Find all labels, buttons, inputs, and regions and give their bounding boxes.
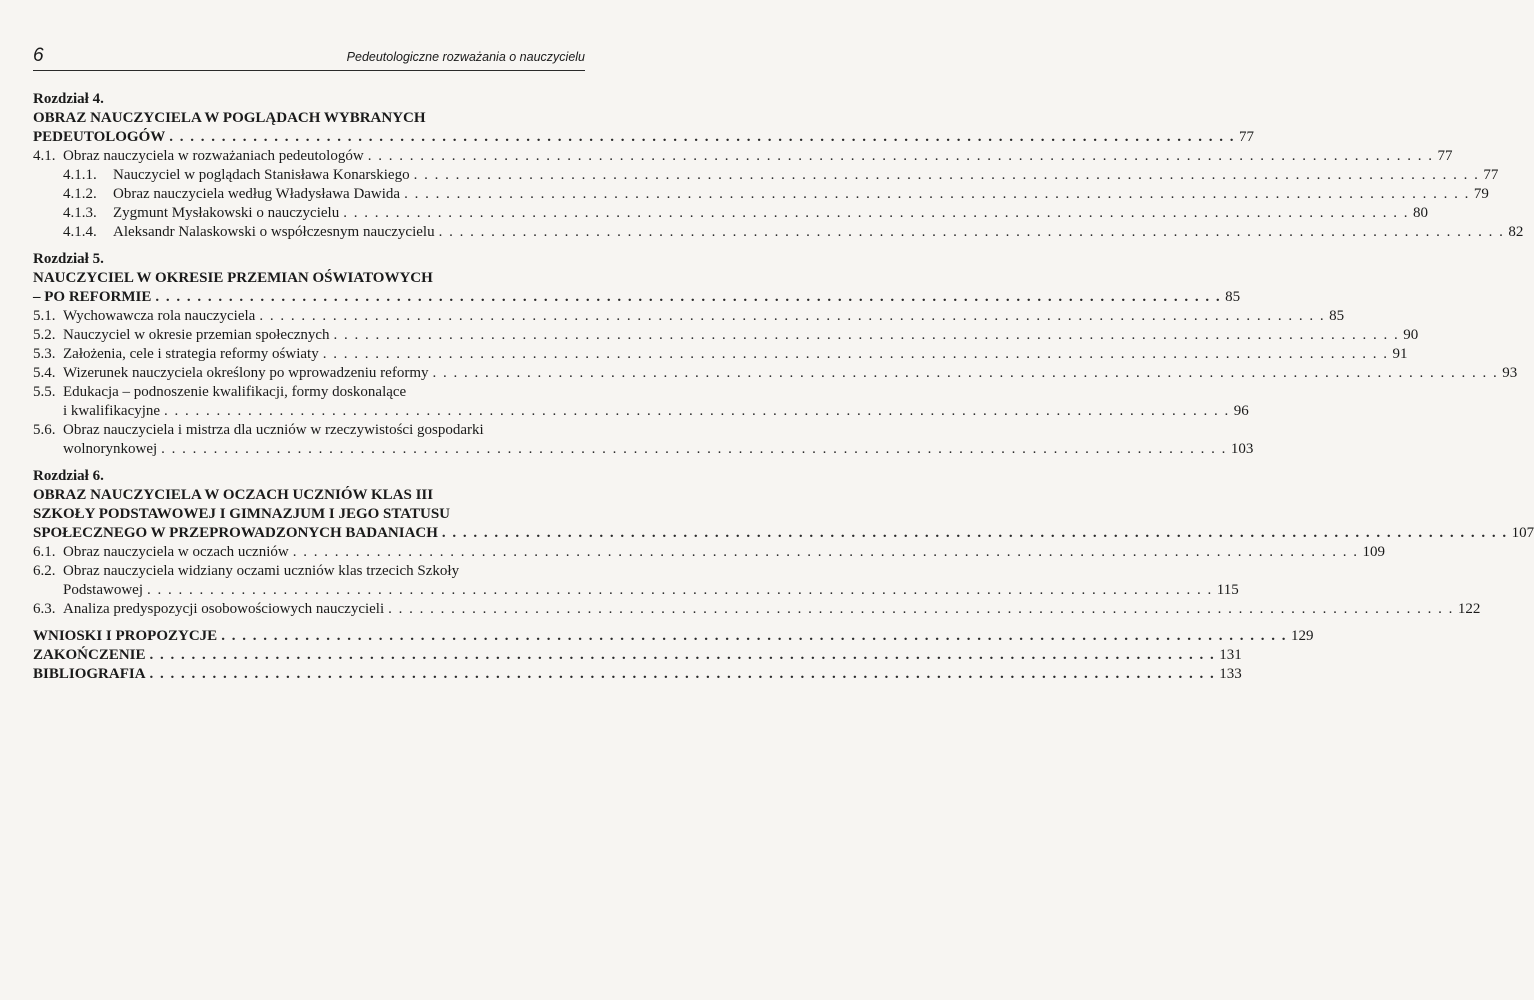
page-ref: 131 — [1219, 647, 1242, 663]
toc-entry: 5.1. Wychowawcza rola nauczyciela . . . 85 — [33, 307, 585, 326]
toc-entry: 5.3. Założenia, cele i strategia reformy oświaty . . . 91 — [33, 345, 585, 364]
toc-entry: 4.1. Obraz nauczyciela w rozważaniach pedeutologów . . . 77 — [33, 147, 585, 166]
page-ref: 77 — [1483, 167, 1499, 183]
page-ref: 91 — [1392, 346, 1408, 362]
chapter-5-label: Rozdział 5. — [33, 251, 104, 267]
page-ref: 129 — [1290, 628, 1314, 644]
toc-entry: 6.2. Obraz nauczyciela widziany oczami uczniów klas trzecich Szkoły — [33, 563, 460, 579]
page-ref: 93 — [1502, 365, 1518, 381]
chapter-4-title: OBRAZ NAUCZYCIELA W POGLĄDACH WYBRANYCH — [33, 110, 426, 126]
page-ref: 85 — [1329, 308, 1345, 324]
toc-entry: 6.1. Obraz nauczyciela w oczach uczniów . . . 109 — [33, 543, 585, 562]
page-header — [33, 46, 585, 68]
chapter-4-title-end: PEDEUTOLOGÓW . . . 77 — [33, 128, 585, 147]
toc-entry: 5.6. Obraz nauczyciela i mistrza dla uczniów w rzeczywistości gospodarki — [33, 422, 484, 438]
toc-ending: ZAKOŃCZENIE . . . 131 — [33, 646, 585, 665]
toc-entry: 5.4. Wizerunek nauczyciela określony po wprowadzeniu reformy . . . 93 — [33, 364, 585, 383]
running-head: Pedeutologiczne rozważania o nauczycielu — [346, 50, 585, 64]
chapter-6-label: Rozdział 6. — [33, 468, 104, 484]
page-ref: 109 — [1362, 544, 1385, 560]
toc-entry: 4.1.2. Obraz nauczyciela według Władysława Dawida . . . 79 — [33, 185, 585, 204]
page-ref: 85 — [1225, 289, 1241, 305]
chapter-6-title: OBRAZ NAUCZYCIELA W OCZACH UCZNIÓW KLAS III — [33, 487, 434, 503]
page-ref: 107 — [1511, 525, 1534, 541]
page-ref: 77 — [1437, 148, 1453, 164]
page-ref: 82 — [1508, 224, 1524, 240]
toc-entry: 4.1.3. Zygmunt Mysłakowski o nauczycielu . . . 80 — [33, 204, 585, 223]
toc-entry: 4.1.1. Nauczyciel w poglądach Stanisława Konarskiego . . . 77 — [33, 166, 585, 185]
page-ref: 115 — [1216, 582, 1239, 598]
toc-entry: 5.5. Edukacja – podnoszenie kwalifikacji, formy doskonalące — [33, 384, 407, 400]
toc-entry-continuation: wolnorynkowej . . . 103 — [33, 440, 585, 459]
page-ref: 77 — [1239, 129, 1254, 145]
header-rule — [33, 70, 585, 71]
page-number: 6 — [33, 45, 44, 66]
toc-entry: 5.2. Nauczyciel w okresie przemian społecznych . . . 90 — [33, 326, 585, 345]
table-of-contents — [33, 90, 1534, 684]
chapter-6-title-cont: SZKOŁY PODSTAWOWEJ I GIMNAZJUM I JEGO STATUSU — [33, 506, 451, 522]
toc-bibliography: BIBLIOGRAFIA . . . 133 — [33, 665, 585, 684]
chapter-6-title-end: SPOŁECZNEGO W PRZEPROWADZONYCH BADANIACH . . . 107 — [33, 524, 585, 543]
chapter-5-title: NAUCZYCIEL W OKRESIE PRZEMIAN OŚWIATOWYCH — [33, 270, 433, 286]
chapter-5-title-end: – PO REFORMIE . . . 85 — [33, 288, 585, 307]
page-ref: 133 — [1219, 666, 1242, 682]
page-ref: 90 — [1403, 327, 1419, 343]
page-ref: 80 — [1412, 205, 1428, 221]
toc-conclusions: WNIOSKI I PROPOZYCJE . . . 129 — [33, 627, 585, 646]
chapter-4-label: Rozdział 4. — [33, 91, 104, 107]
page-ref: 103 — [1230, 441, 1254, 457]
page-ref: 79 — [1473, 186, 1489, 202]
page-ref: 122 — [1457, 601, 1481, 617]
toc-entry: 4.1.4. Aleksandr Nalaskowski o współczesnym nauczycielu . . . 82 — [33, 223, 585, 242]
toc-entry: 6.3. Analiza predyspozycji osobowościowych nauczycieli . . . 122 — [33, 600, 585, 619]
toc-entry-continuation: Podstawowej . . . 115 — [33, 581, 585, 600]
toc-entry-continuation: i kwalifikacyjne . . . 96 — [33, 402, 585, 421]
page-ref: 96 — [1233, 403, 1249, 419]
